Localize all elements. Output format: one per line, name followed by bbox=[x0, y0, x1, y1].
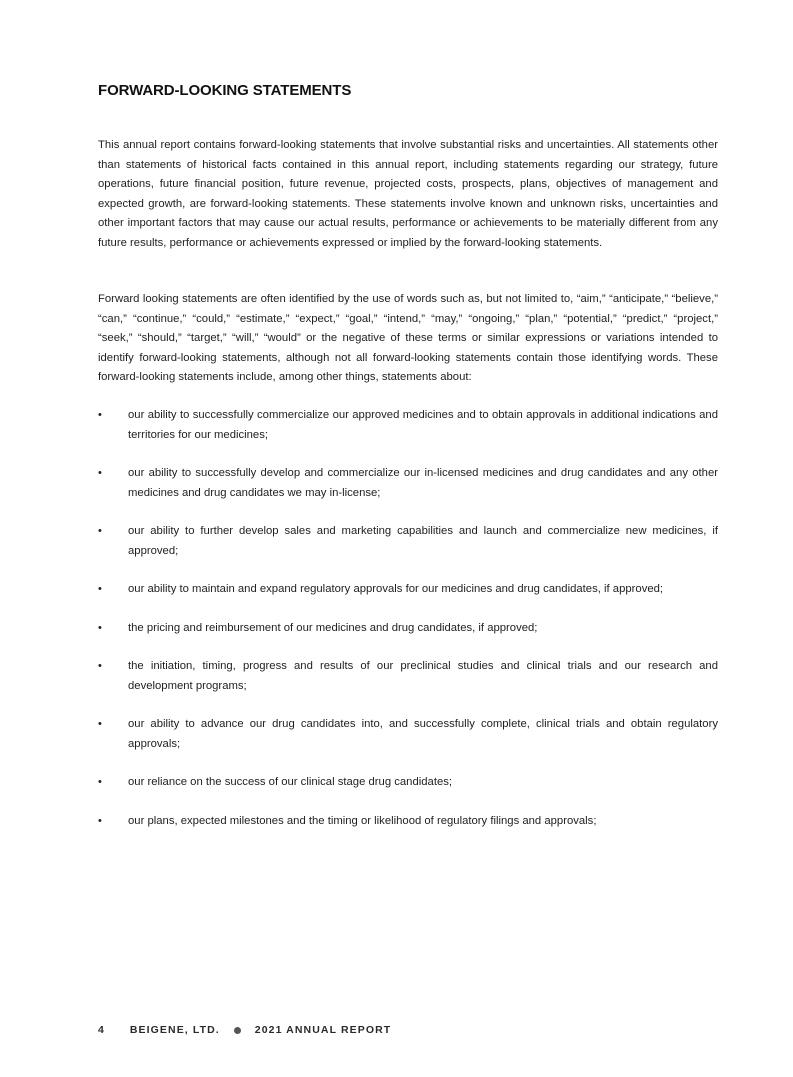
list-item bbox=[98, 657, 718, 696]
page-footer bbox=[98, 1024, 391, 1036]
list-item bbox=[98, 619, 718, 639]
bullet-icon: • bbox=[98, 814, 102, 827]
list-item-text: the initiation, timing, progress and results of our preclinical studies and clinical trials and our research and development programs; bbox=[128, 660, 718, 692]
list-item-text: our ability to successfully develop and commercialize our in-licensed medicines and drug candidates and any other medicines and drug candidates we may in-license; bbox=[128, 467, 718, 499]
intro-paragraph: This annual report contains forward-looking statements that involve substantial risks and uncertainties. All statements other than statements of historical facts contained in this annual report, including statements regarding our strategy, future operations, future financial position, future revenue, projected costs, prospects, plans, objectives of management and expected growth, are forward-looking statements. These statements involve known and unknown risks, uncertainties and other important factors that may cause our actual results, performance or achievements to be materially different from any future results, performance or achievements expressed or implied by the forward-looking statements. bbox=[98, 139, 718, 249]
list-item bbox=[98, 773, 718, 793]
report-name: 2021 ANNUAL REPORT bbox=[254, 1024, 392, 1036]
list-item bbox=[98, 715, 718, 754]
page-title: FORWARD-LOOKING STATEMENTS bbox=[98, 82, 352, 99]
bullet-icon: • bbox=[98, 525, 102, 537]
bullet-icon: • bbox=[98, 583, 102, 595]
list-item bbox=[98, 812, 718, 832]
list-item-text: our ability to maintain and expand regulatory approvals for our medicines and drug candidates, if approved; bbox=[128, 583, 664, 595]
list-item bbox=[98, 464, 718, 503]
list-item bbox=[98, 580, 718, 600]
bullet-icon: • bbox=[98, 776, 102, 788]
list-item-text: our plans, expected milestones and the timing or likelihood of regulatory filings and approvals; bbox=[128, 814, 597, 827]
list-item-text: our ability to advance our drug candidates into, and successfully complete, clinical trials and obtain regulatory approvals; bbox=[128, 718, 718, 750]
bullet-icon: • bbox=[98, 467, 102, 479]
list-item-text: our ability to successfully commercialize our approved medicines and to obtain approvals in additional indications and territories for our medicines; bbox=[128, 409, 718, 441]
bullet-icon: • bbox=[98, 718, 102, 730]
bullet-icon: • bbox=[98, 409, 102, 421]
list-item-text: our reliance on the success of our clinical stage drug candidates; bbox=[128, 776, 453, 788]
separator-dot-icon bbox=[234, 1027, 241, 1034]
company-name: BEIGENE, LTD. bbox=[129, 1024, 220, 1036]
list-item bbox=[98, 406, 718, 445]
forward-looking-topics-list bbox=[98, 406, 718, 831]
list-item-text: the pricing and reimbursement of our medicines and drug candidates, if approved; bbox=[128, 621, 538, 634]
page-number: 4 bbox=[98, 1024, 104, 1036]
bullet-icon: • bbox=[98, 621, 102, 634]
list-item-text: our ability to further develop sales and marketing capabilities and launch and commercialize new medicines, if approved; bbox=[128, 525, 718, 557]
list-item bbox=[98, 522, 718, 561]
bullet-icon: • bbox=[98, 660, 102, 672]
identifying-words-paragraph: Forward looking statements are often identified by the use of words such as, but not limited to, “aim,” “anticipate,” “believe,” “can,” “continue,” “could,” “estimate,” “expect,” “goal,” “intend,” “may,” “ongoing,” “plan,” “potential,” “predict,” “project,” “seek,” “should,” “target,” “will,” “would” or the negative of these terms or similar expressions or variations intended to identify forward-looking statements, although not all forward-looking statements contain those identifying words. These forward-looking statements include, among other things, statements about: bbox=[98, 293, 718, 383]
